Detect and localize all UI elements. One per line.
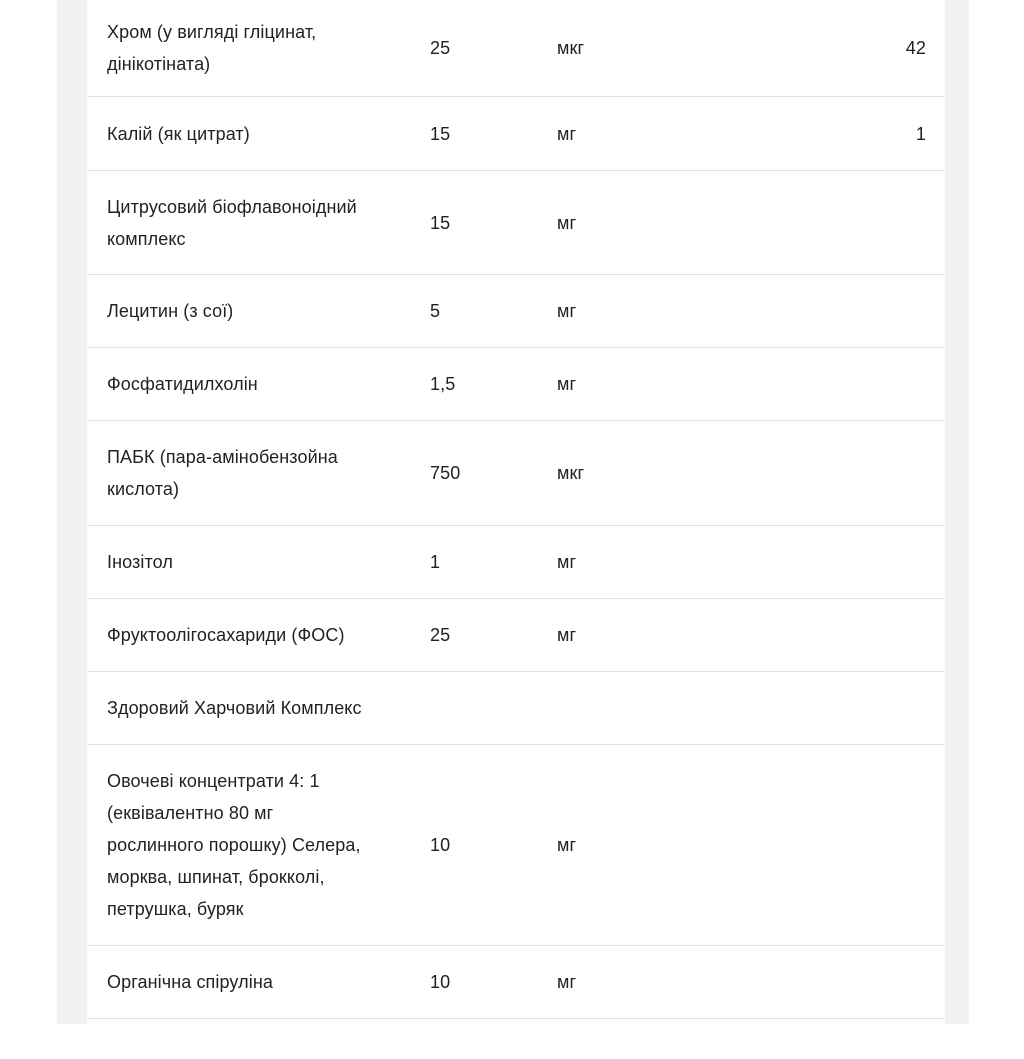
daily-value — [806, 421, 926, 525]
ingredient-name: Інозітол — [107, 552, 173, 572]
table-row — [87, 672, 945, 745]
daily-value: 42 — [905, 38, 926, 58]
ingredient-name: Овочеві концентрати 4: 1 (еквівалентно 80 мг рослинного порошку) Селера, морква, шпинат, брокколі, петрушка, буряк — [107, 771, 361, 919]
ingredient-amount: 750 — [430, 463, 461, 483]
ingredient-amount: 10 — [430, 835, 451, 855]
table-row — [87, 348, 945, 421]
ingredient-name: Калій (як цитрат) — [107, 123, 250, 144]
ingredient-unit: мг — [557, 625, 577, 645]
ingredient-amount: 10 — [430, 972, 451, 992]
table-row — [87, 275, 945, 348]
daily-value: 1 — [915, 123, 926, 144]
ingredient-unit: мкг — [557, 463, 585, 483]
ingredient-amount: 1,5 — [430, 374, 456, 394]
ingredient-amount: 15 — [430, 123, 451, 144]
daily-value — [806, 745, 926, 945]
ingredient-unit: мг — [557, 212, 577, 233]
ingredient-name: Здоровий Харчовий Комплекс — [107, 698, 362, 718]
table-row — [87, 1019, 945, 1059]
ingredient-unit: мг — [557, 552, 577, 572]
ingredient-name: Органічна спіруліна — [107, 972, 273, 992]
daily-value — [806, 171, 926, 274]
ingredient-unit — [557, 672, 657, 744]
ingredient-amount — [430, 672, 530, 744]
table-row — [87, 97, 945, 171]
ingredient-unit: мг — [557, 835, 577, 855]
ingredient-amount: 25 — [430, 625, 451, 645]
ingredient-amount: 5 — [430, 301, 441, 321]
daily-value — [806, 526, 926, 598]
ingredient-name: Фруктоолігосахариди (ФОС) — [107, 625, 345, 645]
table-row — [87, 745, 945, 946]
table-row — [87, 526, 945, 599]
ingredient-name: ПАБК (пара-амінобензойна кислота) — [107, 447, 338, 499]
table-row — [87, 421, 945, 526]
ingredient-unit: мг — [557, 123, 577, 144]
daily-value — [806, 348, 926, 420]
table-row — [87, 171, 945, 275]
ingredient-name: Цитрусовий біофлавоноідний комплекс — [107, 196, 357, 249]
ingredient-amount: 25 — [430, 38, 451, 58]
table-row — [87, 599, 945, 672]
daily-value — [806, 946, 926, 1018]
ingredient-unit: мкг — [557, 38, 585, 58]
daily-value — [806, 275, 926, 347]
daily-value — [806, 672, 926, 744]
ingredient-amount: 15 — [430, 212, 451, 233]
ingredient-unit: мг — [557, 374, 577, 394]
ingredient-name: Фосфатидилхолін — [107, 374, 258, 394]
ingredient-unit: мг — [557, 301, 577, 321]
ingredient-amount: 1 — [430, 552, 441, 572]
table-row — [87, 0, 945, 97]
ingredient-unit: мг — [557, 972, 577, 992]
daily-value — [806, 599, 926, 671]
nutrition-table — [87, 0, 945, 1059]
ingredient-name: Хром (у вигляді гліцинат, дінікотіната) — [107, 22, 317, 74]
table-row — [87, 946, 945, 1019]
ingredient-name: Лецитин (з сої) — [107, 301, 234, 321]
